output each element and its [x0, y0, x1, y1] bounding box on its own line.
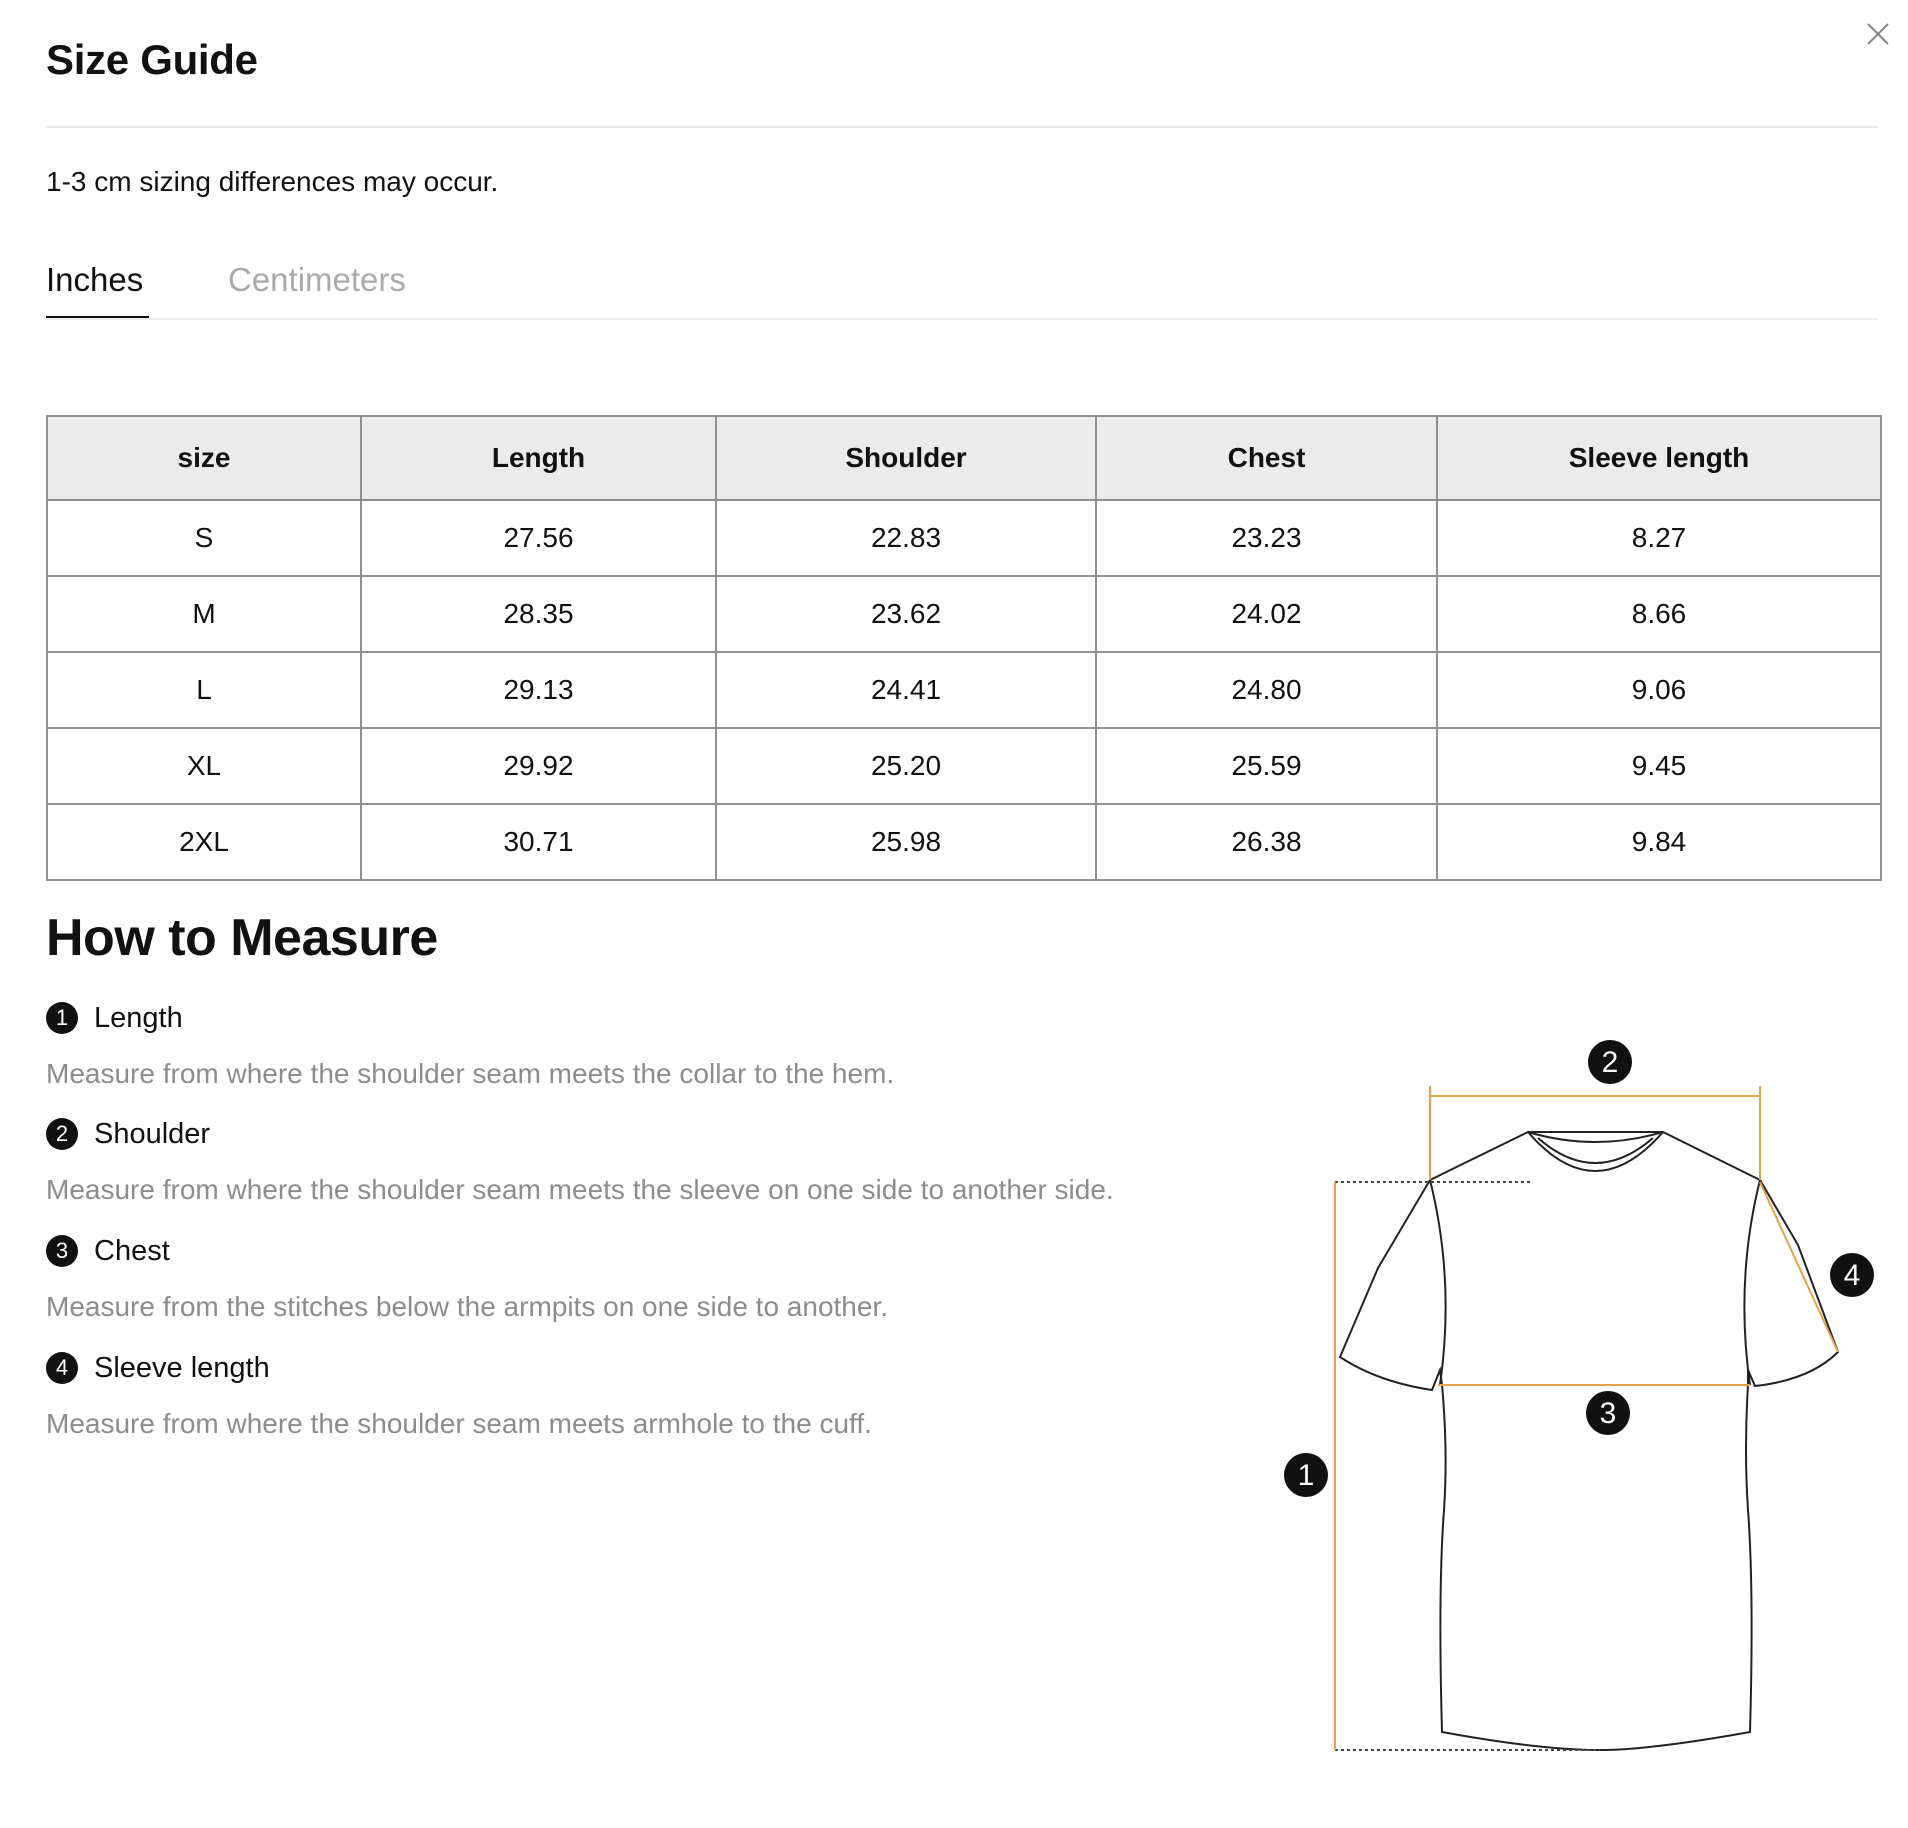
table-row — [47, 728, 1881, 804]
tab-inches[interactable]: Inches — [46, 240, 143, 320]
table-cell: 27.56 — [361, 500, 716, 576]
tabs-divider — [46, 318, 1878, 320]
marker-4 — [1830, 1253, 1874, 1297]
svg-text:2: 2 — [1601, 1046, 1619, 1079]
svg-text:1: 1 — [1297, 1459, 1315, 1492]
step-description: Measure from where the shoulder seam meets armhole to the cuff. — [46, 1408, 872, 1439]
marker-3 — [1586, 1391, 1630, 1435]
table-cell: 25.98 — [716, 804, 1096, 880]
unit-tabs — [46, 240, 1878, 320]
step-label: Shoulder — [94, 1117, 211, 1150]
title-divider — [46, 126, 1878, 128]
header-sleeve-length: Sleeve length — [1437, 416, 1881, 500]
measure-step-length — [46, 1000, 894, 1090]
table-cell: 25.59 — [1096, 728, 1437, 804]
table-cell: 23.62 — [716, 576, 1096, 652]
marker-2 — [1588, 1040, 1632, 1084]
table-cell: 8.27 — [1437, 500, 1881, 576]
header-chest: Chest — [1096, 416, 1437, 500]
step-description: Measure from where the shoulder seam meets the collar to the hem. — [46, 1058, 895, 1089]
table-cell: 24.41 — [716, 652, 1096, 728]
header-size: size — [47, 416, 361, 500]
step-description: Measure from where the shoulder seam meets the sleeve on one side to another side. — [46, 1174, 1114, 1205]
sleeve-line — [1760, 1182, 1838, 1352]
marker-1 — [1284, 1453, 1328, 1497]
table-cell: S — [47, 500, 361, 576]
table-cell: 24.02 — [1096, 576, 1437, 652]
svg-text:3: 3 — [1599, 1397, 1617, 1430]
table-cell: 26.38 — [1096, 804, 1437, 880]
table-cell: XL — [47, 728, 361, 804]
header-shoulder: Shoulder — [716, 416, 1096, 500]
close-icon — [1858, 14, 1898, 54]
table-cell: 30.71 — [361, 804, 716, 880]
table-cell: 9.06 — [1437, 652, 1881, 728]
table-row — [47, 652, 1881, 728]
step-label: Length — [94, 1001, 183, 1034]
measure-step-sleeve-length — [46, 1350, 872, 1440]
sizing-note: 1-3 cm sizing differences may occur. — [46, 166, 499, 197]
how-to-measure-title: How to Measure — [46, 909, 438, 967]
table-cell: M — [47, 576, 361, 652]
sleeve-seam-left — [1430, 1180, 1446, 1385]
tshirt-diagram — [1270, 1030, 1900, 1770]
table-cell: 2XL — [47, 804, 361, 880]
measure-step-shoulder — [46, 1116, 1114, 1206]
table-cell: 23.23 — [1096, 500, 1437, 576]
tab-centimeters[interactable]: Centimeters — [228, 240, 406, 320]
modal-title: Size Guide — [46, 36, 258, 83]
measure-step-chest — [46, 1233, 888, 1323]
table-header-row — [47, 416, 1881, 500]
table-cell: 28.35 — [361, 576, 716, 652]
table-cell: 9.45 — [1437, 728, 1881, 804]
table-cell: 24.80 — [1096, 652, 1437, 728]
step-label: Sleeve length — [94, 1351, 270, 1384]
step-number-badge: 2 — [46, 1118, 78, 1150]
step-description: Measure from the stitches below the armpits on one side to another. — [46, 1291, 889, 1322]
sleeve-seam-right — [1744, 1180, 1760, 1385]
table-cell: 8.66 — [1437, 576, 1881, 652]
table-cell: 9.84 — [1437, 804, 1881, 880]
tshirt-outline — [1340, 1132, 1838, 1750]
table-row — [47, 804, 1881, 880]
table-cell: 22.83 — [716, 500, 1096, 576]
step-label: Chest — [94, 1234, 170, 1267]
header-length: Length — [361, 416, 716, 500]
table-cell: 29.92 — [361, 728, 716, 804]
close-button[interactable] — [1858, 14, 1898, 54]
table-row — [47, 500, 1881, 576]
table-cell: 29.13 — [361, 652, 716, 728]
tshirt-icon — [1270, 1030, 1900, 1770]
step-number-badge: 1 — [46, 1002, 78, 1034]
collar-back — [1528, 1132, 1663, 1142]
svg-text:4: 4 — [1843, 1259, 1861, 1292]
table-row — [47, 576, 1881, 652]
step-number-badge: 4 — [46, 1352, 78, 1384]
size-table — [46, 415, 1882, 881]
step-number-badge: 3 — [46, 1235, 78, 1267]
table-cell: L — [47, 652, 361, 728]
table-cell: 25.20 — [716, 728, 1096, 804]
